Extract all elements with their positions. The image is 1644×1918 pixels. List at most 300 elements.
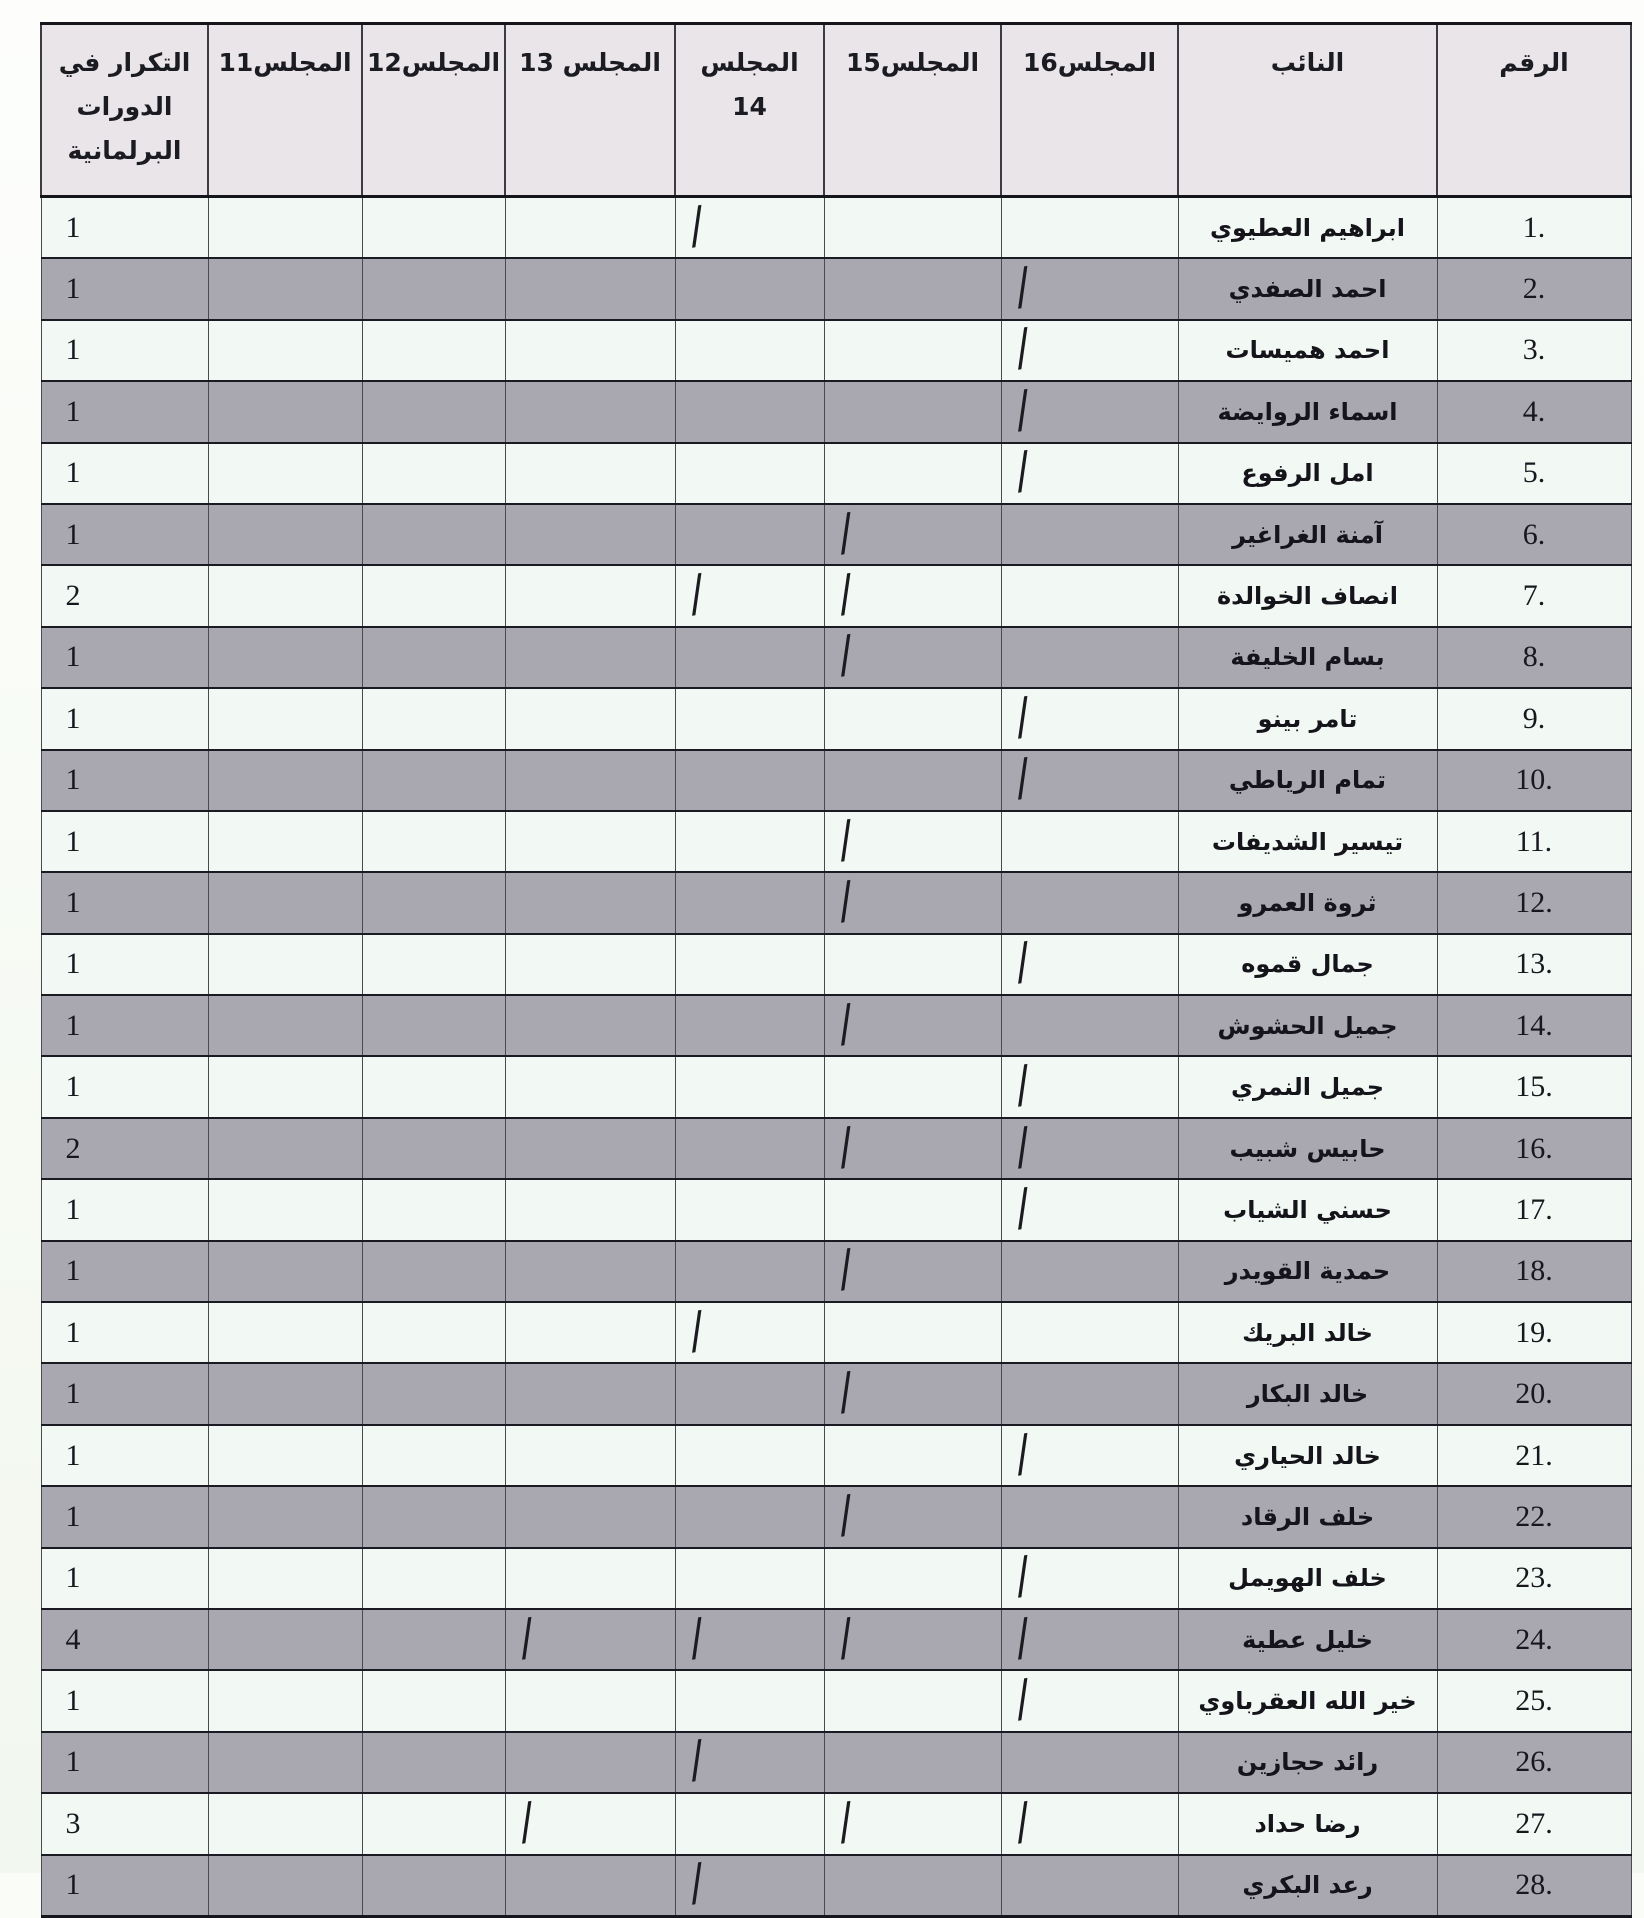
council-12-cell	[362, 1732, 505, 1793]
council-13-cell	[505, 320, 675, 381]
council-13-cell	[505, 934, 675, 995]
council-13-cell	[505, 1670, 675, 1731]
membership-slash: /	[835, 994, 855, 1054]
council-15-cell	[824, 1486, 1001, 1547]
repetition-count: 1	[41, 320, 208, 381]
council-13-cell	[505, 381, 675, 442]
repetition-count: 1	[41, 1732, 208, 1793]
council-16-cell	[1001, 443, 1178, 504]
repetition-count: 1	[41, 750, 208, 811]
council-16-cell	[1001, 688, 1178, 749]
repetition-count: 1	[41, 443, 208, 504]
membership-slash: /	[835, 871, 855, 931]
deputy-name: ابراهيم العطيوي	[1178, 197, 1437, 259]
row-number: 19.	[1437, 1302, 1631, 1363]
council-16-cell	[1001, 1241, 1178, 1302]
deputy-name: تمام الرياطي	[1178, 750, 1437, 811]
membership-slash: /	[1012, 441, 1032, 501]
table-row	[41, 811, 1631, 872]
council-15-cell	[824, 443, 1001, 504]
membership-slash: /	[1012, 1178, 1032, 1238]
council-15-cell	[824, 1609, 1001, 1670]
council-12-cell	[362, 750, 505, 811]
council-15-cell	[824, 565, 1001, 626]
membership-slash: /	[686, 564, 706, 624]
deputy-name: خلف الهويمل	[1178, 1548, 1437, 1609]
deputy-name: حابيس شبيب	[1178, 1118, 1437, 1179]
council-12-cell	[362, 872, 505, 933]
council-16-cell	[1001, 1670, 1178, 1731]
repetition-count: 1	[41, 197, 208, 259]
council-14-cell	[675, 320, 824, 381]
council-16-cell	[1001, 1302, 1178, 1363]
council-14-cell	[675, 1118, 824, 1179]
membership-slash: /	[1012, 748, 1032, 808]
membership-slash: /	[835, 503, 855, 563]
council-15-cell	[824, 258, 1001, 319]
table-row	[41, 1793, 1631, 1854]
council-16-cell	[1001, 197, 1178, 259]
council-14-cell	[675, 258, 824, 319]
council-16-cell	[1001, 381, 1178, 442]
council-13-cell	[505, 1425, 675, 1486]
deputy-name: بسام الخليفة	[1178, 627, 1437, 688]
table-row	[41, 995, 1631, 1056]
repetition-count: 1	[41, 1302, 208, 1363]
council-16-cell	[1001, 1609, 1178, 1670]
council-15-cell	[824, 750, 1001, 811]
row-number: 13.	[1437, 934, 1631, 995]
council-11-cell	[208, 1425, 362, 1486]
deputy-name: خلف الرقاد	[1178, 1486, 1437, 1547]
repetition-count: 1	[41, 811, 208, 872]
row-number: 24.	[1437, 1609, 1631, 1670]
council-15-cell	[824, 381, 1001, 442]
council-13-cell	[505, 1609, 675, 1670]
council-12-cell	[362, 1855, 505, 1917]
deputy-name: خالد البريك	[1178, 1302, 1437, 1363]
council-11-cell	[208, 197, 362, 259]
council-12-cell	[362, 1793, 505, 1854]
column-header-number: الرقم	[1437, 24, 1631, 197]
council-12-cell	[362, 258, 505, 319]
council-11-cell	[208, 443, 362, 504]
council-14-cell	[675, 934, 824, 995]
deputy-name: آمنة الغراغير	[1178, 504, 1437, 565]
council-16-cell	[1001, 320, 1178, 381]
council-16-cell	[1001, 504, 1178, 565]
table-row	[41, 1302, 1631, 1363]
council-15-cell	[824, 1179, 1001, 1240]
council-11-cell	[208, 1118, 362, 1179]
membership-slash: /	[835, 1362, 855, 1422]
row-number: 5.	[1437, 443, 1631, 504]
council-15-cell	[824, 1363, 1001, 1424]
row-number: 27.	[1437, 1793, 1631, 1854]
council-16-cell	[1001, 258, 1178, 319]
deputy-name: جميل النمري	[1178, 1056, 1437, 1117]
council-15-cell	[824, 811, 1001, 872]
row-number: 21.	[1437, 1425, 1631, 1486]
council-12-cell	[362, 627, 505, 688]
deputy-name: ثروة العمرو	[1178, 872, 1437, 933]
council-12-cell	[362, 443, 505, 504]
council-13-cell	[505, 872, 675, 933]
council-14-cell	[675, 1056, 824, 1117]
table-row	[41, 1363, 1631, 1424]
row-number: 10.	[1437, 750, 1631, 811]
council-14-cell	[675, 1241, 824, 1302]
council-11-cell	[208, 627, 362, 688]
table-row	[41, 1241, 1631, 1302]
council-12-cell	[362, 1056, 505, 1117]
council-12-cell	[362, 1302, 505, 1363]
council-15-cell	[824, 872, 1001, 933]
council-12-cell	[362, 1118, 505, 1179]
membership-slash: /	[835, 564, 855, 624]
council-16-cell	[1001, 1363, 1178, 1424]
repetition-count: 1	[41, 688, 208, 749]
council-11-cell	[208, 1609, 362, 1670]
column-header-council14	[675, 24, 824, 197]
council-11-cell	[208, 811, 362, 872]
row-number: 9.	[1437, 688, 1631, 749]
council-12-cell	[362, 934, 505, 995]
council-12-cell	[362, 1425, 505, 1486]
council-14-cell	[675, 1855, 824, 1917]
council-11-cell	[208, 1548, 362, 1609]
council-14-cell	[675, 1548, 824, 1609]
table-row	[41, 934, 1631, 995]
repetition-count: 1	[41, 934, 208, 995]
council-16-cell	[1001, 934, 1178, 995]
deputy-name: جميل الحشوش	[1178, 995, 1437, 1056]
council-15-cell	[824, 1241, 1001, 1302]
table-row	[41, 1425, 1631, 1486]
repetition-header-line1: التكرار في	[58, 48, 191, 77]
council-16-cell	[1001, 1179, 1178, 1240]
deputy-name: حسني الشياب	[1178, 1179, 1437, 1240]
council-13-cell	[505, 504, 675, 565]
deputy-name: خالد الحياري	[1178, 1425, 1437, 1486]
council-14-cell	[675, 872, 824, 933]
row-number: 12.	[1437, 872, 1631, 933]
council-15-cell	[824, 1793, 1001, 1854]
council-11-cell	[208, 750, 362, 811]
membership-slash: /	[1012, 1669, 1032, 1729]
council-16-cell	[1001, 565, 1178, 626]
council-16-cell	[1001, 1855, 1178, 1917]
council-11-cell	[208, 872, 362, 933]
membership-slash: /	[686, 1301, 706, 1361]
deputies-table	[40, 22, 1632, 1918]
council-15-cell	[824, 934, 1001, 995]
deputy-name: رعد البكري	[1178, 1855, 1437, 1917]
council-14-cell	[675, 443, 824, 504]
council-13-cell	[505, 565, 675, 626]
council-13-cell	[505, 1548, 675, 1609]
council-16-cell	[1001, 1425, 1178, 1486]
council-13-cell	[505, 811, 675, 872]
council-11-cell	[208, 1793, 362, 1854]
membership-slash: /	[1012, 380, 1032, 440]
council-15-cell	[824, 688, 1001, 749]
council-11-cell	[208, 995, 362, 1056]
row-number: 7.	[1437, 565, 1631, 626]
council-15-cell	[824, 1855, 1001, 1917]
council-15-cell	[824, 504, 1001, 565]
council-11-cell	[208, 1302, 362, 1363]
council-13-cell	[505, 1302, 675, 1363]
membership-slash: /	[1012, 1423, 1032, 1484]
column-header-council11: المجلس11	[208, 24, 362, 197]
header-row	[41, 24, 1631, 197]
council-13-cell	[505, 688, 675, 749]
council-14-cell	[675, 565, 824, 626]
council-13-cell	[505, 1056, 675, 1117]
table-row	[41, 872, 1631, 933]
membership-slash: /	[516, 1608, 536, 1668]
table-row	[41, 197, 1631, 259]
deputy-name: جمال قموه	[1178, 934, 1437, 995]
column-header-council15: المجلس15	[824, 24, 1001, 197]
repetition-count: 1	[41, 1855, 208, 1917]
council-14-cell	[675, 1609, 824, 1670]
council-14-cell	[675, 1179, 824, 1240]
council-12-cell	[362, 381, 505, 442]
row-number: 25.	[1437, 1670, 1631, 1731]
council-12-cell	[362, 565, 505, 626]
repetition-count: 4	[41, 1609, 208, 1670]
council-12-cell	[362, 811, 505, 872]
membership-slash: /	[835, 1116, 855, 1177]
council-16-cell	[1001, 872, 1178, 933]
council-12-cell	[362, 1486, 505, 1547]
row-number: 1.	[1437, 197, 1631, 259]
council-12-cell	[362, 1363, 505, 1424]
council-16-cell	[1001, 627, 1178, 688]
repetition-count: 1	[41, 1486, 208, 1547]
council-15-cell	[824, 1056, 1001, 1117]
membership-slash: /	[686, 1730, 706, 1791]
council14-number: 14	[732, 92, 767, 121]
repetition-count: 1	[41, 627, 208, 688]
council-16-cell	[1001, 1793, 1178, 1854]
deputy-name: تامر بينو	[1178, 688, 1437, 749]
repetition-count: 1	[41, 381, 208, 442]
council-16-cell	[1001, 1732, 1178, 1793]
deputy-name: رائد حجازين	[1178, 1732, 1437, 1793]
row-number: 14.	[1437, 995, 1631, 1056]
table-row	[41, 565, 1631, 626]
council-16-cell	[1001, 811, 1178, 872]
council-16-cell	[1001, 1056, 1178, 1117]
council-11-cell	[208, 1855, 362, 1917]
membership-slash: /	[1012, 932, 1032, 992]
repetition-count: 1	[41, 1670, 208, 1731]
row-number: 23.	[1437, 1548, 1631, 1609]
table-row	[41, 1486, 1631, 1547]
council-13-cell	[505, 1732, 675, 1793]
row-number: 4.	[1437, 381, 1631, 442]
council-11-cell	[208, 1732, 362, 1793]
membership-slash: /	[1012, 1116, 1032, 1177]
council-11-cell	[208, 934, 362, 995]
council-16-cell	[1001, 1118, 1178, 1179]
repetition-header-line2: الدورات	[76, 92, 173, 121]
deputy-name: تيسير الشديفات	[1178, 811, 1437, 872]
council-14-cell	[675, 811, 824, 872]
council-14-cell	[675, 504, 824, 565]
repetition-header-line3: البرلمانية	[67, 136, 182, 165]
council-15-cell	[824, 320, 1001, 381]
council-13-cell	[505, 1486, 675, 1547]
repetition-count: 1	[41, 1179, 208, 1240]
deputy-name: انصاف الخوالدة	[1178, 565, 1437, 626]
council-14-cell	[675, 688, 824, 749]
council-11-cell	[208, 1241, 362, 1302]
table-row	[41, 1118, 1631, 1179]
council-14-cell	[675, 1670, 824, 1731]
table-row	[41, 1609, 1631, 1670]
council-14-cell	[675, 1363, 824, 1424]
table-header	[41, 24, 1631, 197]
council-14-cell	[675, 750, 824, 811]
repetition-count: 1	[41, 1425, 208, 1486]
row-number: 15.	[1437, 1056, 1631, 1117]
row-number: 8.	[1437, 627, 1631, 688]
table-row	[41, 320, 1631, 381]
table-row	[41, 688, 1631, 749]
deputy-name: امل الرفوع	[1178, 443, 1437, 504]
council-13-cell	[505, 1179, 675, 1240]
council-11-cell	[208, 504, 362, 565]
membership-slash: /	[1012, 257, 1032, 317]
council-13-cell	[505, 750, 675, 811]
row-number: 6.	[1437, 504, 1631, 565]
column-header-repetition	[41, 24, 208, 197]
table-row	[41, 443, 1631, 504]
table-row	[41, 381, 1631, 442]
repetition-count: 1	[41, 995, 208, 1056]
council-15-cell	[824, 1118, 1001, 1179]
council-15-cell	[824, 1670, 1001, 1731]
table-row	[41, 1548, 1631, 1609]
row-number: 16.	[1437, 1118, 1631, 1179]
council-13-cell	[505, 1793, 675, 1854]
table-row	[41, 750, 1631, 811]
membership-slash: /	[835, 1608, 855, 1668]
council-12-cell	[362, 1609, 505, 1670]
row-number: 11.	[1437, 811, 1631, 872]
council-11-cell	[208, 688, 362, 749]
council-14-cell	[675, 1732, 824, 1793]
repetition-count: 1	[41, 1056, 208, 1117]
council-15-cell	[824, 627, 1001, 688]
table-body	[41, 197, 1631, 1917]
council-15-cell	[824, 1732, 1001, 1793]
repetition-count: 1	[41, 504, 208, 565]
row-number: 17.	[1437, 1179, 1631, 1240]
row-number: 26.	[1437, 1732, 1631, 1793]
council-12-cell	[362, 995, 505, 1056]
council-11-cell	[208, 1363, 362, 1424]
council-13-cell	[505, 1363, 675, 1424]
council-11-cell	[208, 1486, 362, 1547]
council-11-cell	[208, 565, 362, 626]
repetition-count: 1	[41, 258, 208, 319]
council-12-cell	[362, 688, 505, 749]
column-header-council13: المجلس 13	[505, 24, 675, 197]
council-13-cell	[505, 995, 675, 1056]
council-14-cell	[675, 1486, 824, 1547]
table-row	[41, 1179, 1631, 1240]
council-14-cell	[675, 1793, 824, 1854]
row-number: 22.	[1437, 1486, 1631, 1547]
council-13-cell	[505, 197, 675, 259]
council-12-cell	[362, 1179, 505, 1240]
membership-slash: /	[835, 625, 855, 685]
deputy-name: خير الله العقرباوي	[1178, 1670, 1437, 1731]
deputy-name: اسماء الروايضة	[1178, 381, 1437, 442]
council-11-cell	[208, 381, 362, 442]
council-14-cell	[675, 197, 824, 259]
row-number: 20.	[1437, 1363, 1631, 1424]
membership-slash: /	[1012, 1792, 1032, 1852]
table-row	[41, 627, 1631, 688]
council-14-cell	[675, 1302, 824, 1363]
council-13-cell	[505, 627, 675, 688]
council-14-cell	[675, 381, 824, 442]
deputy-name: خالد البكار	[1178, 1363, 1437, 1424]
deputy-name: خليل عطية	[1178, 1609, 1437, 1670]
row-number: 2.	[1437, 258, 1631, 319]
council-11-cell	[208, 258, 362, 319]
council-11-cell	[208, 1056, 362, 1117]
council-12-cell	[362, 320, 505, 381]
membership-slash: /	[835, 810, 855, 870]
council-14-cell	[675, 995, 824, 1056]
table-row	[41, 1670, 1631, 1731]
membership-slash: /	[1012, 1608, 1032, 1668]
membership-slash: /	[1012, 687, 1032, 747]
table-row	[41, 1732, 1631, 1793]
column-header-council12: المجلس12	[362, 24, 505, 197]
council-15-cell	[824, 1302, 1001, 1363]
deputy-name: احمد الصفدي	[1178, 258, 1437, 319]
membership-slash: /	[835, 1239, 855, 1299]
table-row	[41, 258, 1631, 319]
repetition-count: 1	[41, 1548, 208, 1609]
council-11-cell	[208, 1670, 362, 1731]
council-13-cell	[505, 258, 675, 319]
council-12-cell	[362, 1548, 505, 1609]
council-13-cell	[505, 443, 675, 504]
row-number: 28.	[1437, 1855, 1631, 1917]
council14-word: المجلس	[700, 48, 799, 77]
council-16-cell	[1001, 995, 1178, 1056]
membership-slash: /	[516, 1792, 536, 1852]
council-12-cell	[362, 1670, 505, 1731]
council-12-cell	[362, 197, 505, 259]
council-13-cell	[505, 1118, 675, 1179]
council-14-cell	[675, 627, 824, 688]
council-15-cell	[824, 1548, 1001, 1609]
deputy-name: حمدية القويدر	[1178, 1241, 1437, 1302]
table-row	[41, 504, 1631, 565]
table-row	[41, 1056, 1631, 1117]
deputy-name: رضا حداد	[1178, 1793, 1437, 1854]
